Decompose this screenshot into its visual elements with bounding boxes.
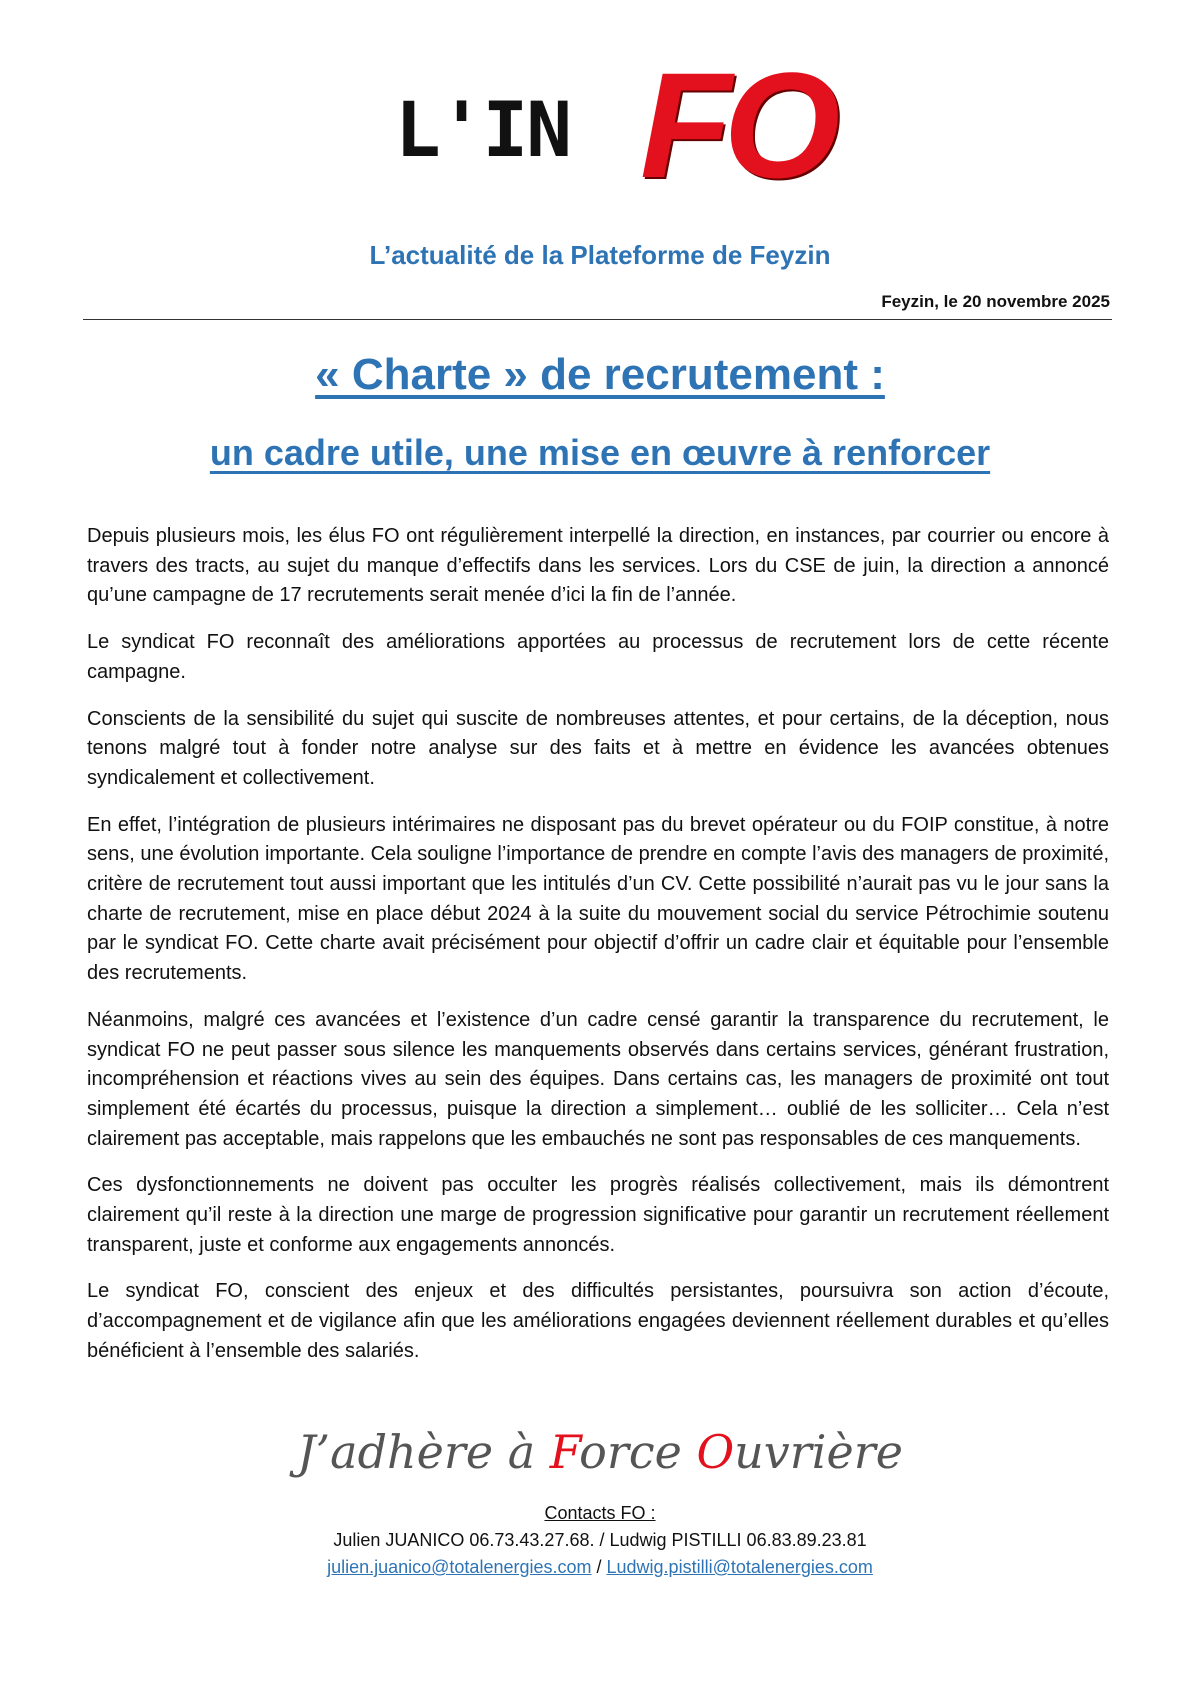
paragraph: Néanmoins, malgré ces avancées et l’existence d’un cadre censé garantir la transparence du recrutement, le syndicat FO ne peut passer sous silence les manquements observés dans certains services, générant frustration, incompréhension et réactions vives au sein des équipes. Dans certains cas, les managers de proximité ont tout simplement été écartés du processus, puisque la direction a simplement… oublié de les solliciter… Cela n’est clairement pas acceptable, mais rappelons que les embauchés ne sont pas responsables de ces manquements. xyxy=(87,1008,1109,1150)
slogan-f: F xyxy=(549,1425,580,1479)
paragraph: En effet, l’intégration de plusieurs intérimaires ne disposant pas du brevet opérateur ou du FOIP constitue, à notre sens, une évolution importante. Cela souligne l’importance de prendre en compte l’avis des managers de proximité, critère de recrutement tout aussi important que les intitulés d’un CV. Cette possibilité n’aurait pas vu le jour sans la charte de recrutement, mise en place début 2024 à la suite du mouvement social du service Pétrochimie soutenu par le syndicat FO. Cette charte avait précisément pour objectif d’offrir un cadre clair et équitable pour l’ensemble des recrutements. xyxy=(87,813,1109,985)
date-line: Feyzin, le 20 novembre 2025 xyxy=(881,292,1110,311)
paragraph: Conscients de la sensibilité du sujet qui suscite de nombreuses attentes, et pour certains, de la déception, nous tenons malgré tout à fonder notre analyse sur des faits et à mettre en évidence les avancées obtenues syndicalement et collectivement. xyxy=(87,707,1109,789)
page-subtitle: un cadre utile, une mise en œuvre à renforcer xyxy=(209,432,991,473)
slogan xyxy=(0,1425,1200,1479)
contacts-block xyxy=(0,1500,1200,1581)
paragraph: Le syndicat FO, conscient des enjeux et des difficultés persistantes, poursuivra son action d’écoute, d’accompagnement et de vigilance afin que les améliorations engagées deviennent réellement durables et qu’elles bénéficient à l’ensemble des salariés. xyxy=(87,1280,1109,1362)
logo-text-lin: L'IN xyxy=(395,85,571,174)
article-body xyxy=(87,522,1109,1384)
slogan-part: orce xyxy=(579,1425,697,1479)
page-title: « Charte » de recrutement : xyxy=(315,350,885,399)
email-link-pistilli[interactable]: Ludwig.pistilli@totalenergies.com xyxy=(606,1557,873,1577)
tagline: L’actualité de la Plateforme de Feyzin xyxy=(369,240,831,270)
email-separator: / xyxy=(591,1557,607,1577)
contacts-emails xyxy=(0,1554,1200,1581)
paragraph: Depuis plusieurs mois, les élus FO ont régulièrement interpellé la direction, en instances, par courrier ou encore à travers des tracts, au sujet du manque d’effectifs dans les services. Lors du CSE de juin, la direction a annoncé qu’une campagne de 17 recrutements serait menée d’ici la fin de l’année. xyxy=(87,525,1109,607)
contacts-phones: Julien JUANICO 06.73.43.27.68. / Ludwig PISTILLI 06.83.89.23.81 xyxy=(333,1530,867,1550)
linfo-logo xyxy=(395,41,833,215)
slogan-part: uvrière xyxy=(734,1425,903,1479)
email-link-juanico[interactable]: julien.juanico@totalenergies.com xyxy=(327,1557,592,1577)
slogan-part: J’adhère à xyxy=(297,1425,550,1479)
logo-text-fo: FO xyxy=(640,41,833,209)
header-divider xyxy=(83,319,1112,320)
contacts-heading: Contacts FO : xyxy=(544,1503,656,1523)
paragraph: Le syndicat FO reconnaît des améliorations apportées au processus de recrutement lors de cette récente campagne. xyxy=(87,631,1109,683)
slogan-o: O xyxy=(696,1425,735,1479)
paragraph: Ces dysfonctionnements ne doivent pas occulter les progrès réalisés collectivement, mais ils démontrent clairement qu’il reste à la direction une marge de progression significative pour garantir un recrutement réellement transparent, juste et conforme aux engagements annoncés. xyxy=(87,1174,1109,1256)
